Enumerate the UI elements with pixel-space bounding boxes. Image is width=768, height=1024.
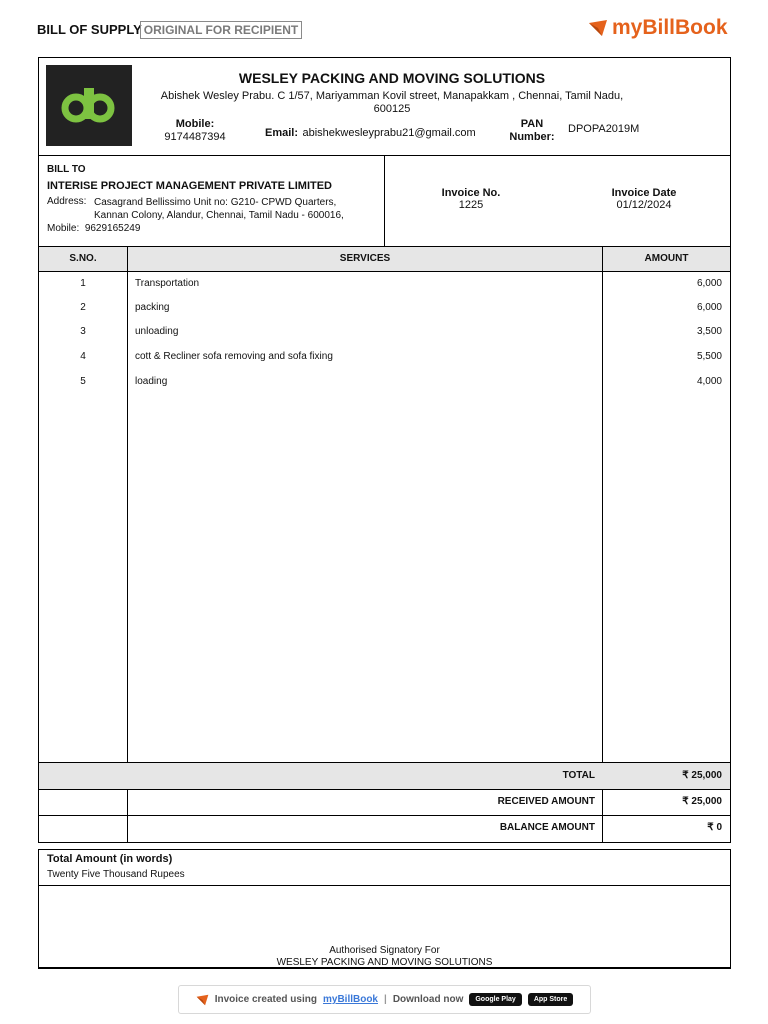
divider xyxy=(38,271,731,272)
divider xyxy=(38,885,731,886)
seller-mobile-label: Mobile: xyxy=(175,118,215,130)
brand-logo xyxy=(588,16,728,40)
bill-to-address-label: Address: xyxy=(47,196,87,207)
invoice-date xyxy=(590,187,698,211)
company-logo xyxy=(46,65,132,146)
pan-label-line1: PAN xyxy=(520,118,544,130)
signatory-line2: WESLEY PACKING AND MOVING SOLUTIONS xyxy=(276,957,493,968)
pan-label-line2: Number: xyxy=(509,131,555,143)
footer-brand-link[interactable]: myBillBook xyxy=(322,994,378,1005)
received-value: ₹ 25,000 xyxy=(682,796,722,807)
brand-mark-icon xyxy=(196,994,209,1006)
column-header-amount: AMOUNT xyxy=(644,253,689,264)
seller-mobile xyxy=(150,118,240,144)
bill-to-mobile-value: 9629165249 xyxy=(84,223,141,234)
footer-banner xyxy=(178,985,591,1014)
seller-address-line1: Abishek Wesley Prabu. C 1/57, Mariyamman Kovil street, Manapakkam , Chennai, Tamil Nadu, xyxy=(160,90,624,102)
divider xyxy=(602,246,603,843)
seller-address xyxy=(136,90,648,116)
row-service: cott & Recliner sofa removing and sofa fixing xyxy=(135,351,333,362)
seller-address-line2: 600125 xyxy=(373,103,411,115)
total-band xyxy=(39,763,730,789)
row-amount: 6,000 xyxy=(696,278,722,289)
row-sno: 1 xyxy=(80,278,86,289)
footer-text: Invoice created using xyxy=(214,994,317,1005)
divider xyxy=(38,815,731,816)
row-sno: 4 xyxy=(80,351,86,362)
bill-to-address-line2: Kannan Colony, Alandur, Chennai, Tamil Nadu - 600016, xyxy=(94,210,344,221)
column-header-sno: S.NO. xyxy=(69,253,97,264)
received-label: RECEIVED AMOUNT xyxy=(497,796,595,807)
bill-to-mobile xyxy=(47,223,140,234)
seller-name: WESLEY PACKING AND MOVING SOLUTIONS xyxy=(238,70,546,86)
balance-value: ₹ 0 xyxy=(707,822,722,833)
row-service: Transportation xyxy=(135,278,200,289)
bill-to-heading: BILL TO xyxy=(47,164,86,175)
seller-mobile-value: 9174487394 xyxy=(164,131,226,143)
invoice-date-label: Invoice Date xyxy=(611,187,677,199)
company-logo-icon xyxy=(59,84,119,128)
amount-words-value: Twenty Five Thousand Rupees xyxy=(47,869,185,880)
row-sno: 2 xyxy=(80,302,86,313)
row-amount: 4,000 xyxy=(696,376,722,387)
signatory xyxy=(38,945,731,969)
invoice-number-value: 1225 xyxy=(458,199,484,211)
invoice-number-label: Invoice No. xyxy=(441,187,501,199)
seller-email xyxy=(265,123,476,141)
row-amount: 6,000 xyxy=(696,302,722,313)
bill-to-address-line1: Casagrand Bellissimo Unit no: G210- CPWD Quarters, xyxy=(94,197,337,208)
balance-label: BALANCE AMOUNT xyxy=(499,822,595,833)
row-service: loading xyxy=(135,376,168,387)
amount-words-label: Total Amount (in words) xyxy=(47,853,173,865)
google-play-button[interactable]: Google Play xyxy=(469,993,521,1006)
invoice-date-value: 01/12/2024 xyxy=(616,199,672,211)
bill-to-mobile-label: Mobile: xyxy=(47,223,80,234)
bill-to-name: INTERISE PROJECT MANAGEMENT PRIVATE LIMITED xyxy=(47,180,332,192)
footer-download-text: Download now xyxy=(392,994,464,1005)
invoice-number xyxy=(420,187,522,211)
total-value: ₹ 25,000 xyxy=(682,770,722,781)
bill-to-address xyxy=(94,196,374,222)
seller-pan-label xyxy=(506,118,558,144)
app-store-button[interactable]: App Store xyxy=(528,993,573,1006)
divider xyxy=(127,246,128,843)
document-type: BILL OF SUPPLY xyxy=(37,22,142,37)
column-header-services: SERVICES xyxy=(339,253,391,264)
row-amount: 5,500 xyxy=(696,351,722,362)
row-amount: 3,500 xyxy=(696,326,722,337)
brand-mark-icon xyxy=(588,19,608,37)
row-sno: 3 xyxy=(80,326,86,337)
brand-name: myBillBook xyxy=(612,16,728,39)
seller-email-label: Email: xyxy=(265,127,299,139)
divider xyxy=(384,155,385,246)
row-service: unloading xyxy=(135,326,179,337)
row-service: packing xyxy=(135,302,170,313)
seller-email-value: abishekwesleyprabu21@gmail.com xyxy=(302,127,476,139)
seller-pan-value: DPOPA2019M xyxy=(568,123,640,135)
signatory-line1: Authorised Signatory For xyxy=(329,945,440,956)
divider xyxy=(38,789,731,790)
copy-badge: ORIGINAL FOR RECIPIENT xyxy=(140,21,302,39)
total-label: TOTAL xyxy=(562,770,595,781)
row-sno: 5 xyxy=(80,376,86,387)
footer-separator: | xyxy=(384,994,387,1005)
